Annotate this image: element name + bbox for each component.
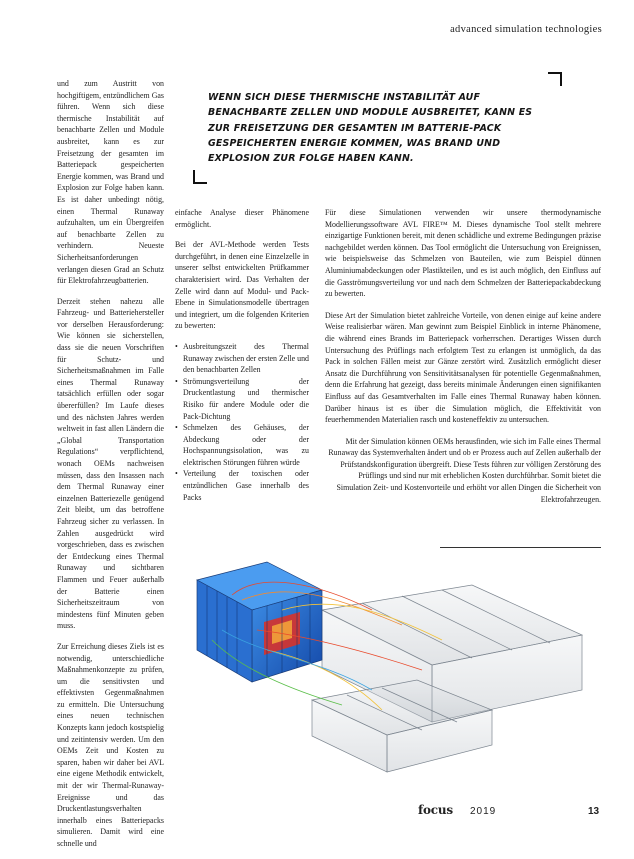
battery-pack-simulation-figure [172,540,602,780]
list-item: • Verteilung der toxischen oder entzündlichen Gase innerhalb des Packs [175,468,309,503]
page-number: 13 [588,806,600,817]
paragraph: Für diese Simulationen verwenden wir unsere thermodynamische Modellierungssoftware AVL FIRE™ M. Dieses dynamische Tool stellt mehrere einzigartige Funktionen bereit, mit denen schädliche und extreme Bedingungen präzise nachgebildet werden können. Das Tool ermöglicht die Untersuchung von Ereignissen, wie beispielsweise das Schmelzen von Bauteilen, wie zum Beispiel dünnen Aluminiumabdeckungen oder Plastikteilen, und es ist auch möglich, den Einfluss auf die Gasströmungsverteilung vor und nach dem Schmelzen der Batteriepackabdeckung zu bewerten. [325,208,601,299]
text-column-2 [175,207,309,509]
paragraph: Derzeit stehen nahezu alle Fahrzeug- und Batteriehersteller vor derselben Herausforderung: Wie können sie sicherstellen, dass sie die neuen Vorschriften für Schutz- und Sicherheitsmaßnahmen im Falle eines Thermal Runaway tatsächlich erfüllen oder sogar übererfüllen? Im Laufe dieses und des nächsten Jahres werden weltweit in fast allen Ländern die „Global Transportation Regulations“ verpflichtend, wonach OEMs nachweisen müssen, dass den Insassen nach dem Thermal Runaway einer einzelnen Batteriezelle genügend Zeit bleibt, um das betroffene Fahrzeug sicher zu verlassen. In Zahlen ausgedrückt wird vorgeschrieben, dass es zwischen der Entdeckung eines Thermal Runaway und sichtbaren Flammen und Feuer außerhalb der Batterie einen Sicherheitszeitraum von mindestens fünf Minuten geben muss. [57,296,164,631]
paragraph: und zum Austritt von hochgiftigem, entzündlichem Gas führen. Wenn sich diese thermische Instabilität auf benachbarte Zellen und Module ausbreitet, kann es zur Freisetzung der gesamten im Batteriepack gespeicherten Energie kommen, was Brand und Explosion zur Folge haben kann. Es ist daher unbedingt nötig, einen Thermal Runaway aufzuhalten, um ein Übergreifen auf benachbarte Zellen zu verhindern. Neueste Sicherheitsanforderungen verlangen diesen Grad an Schutz für Elektrofahrzeugbatterien. [57,79,164,286]
list-item: • Schmelzen des Gehäuses, der Abdeckung oder der Hochspannungsisolation, was zu elektrischen Störungen führen würde [175,422,309,468]
text-column-3 [325,207,601,515]
paragraph: einfache Analyse dieser Phänomene ermöglicht. [175,208,309,229]
text-column-1 [57,78,164,859]
pull-quote: WENN SICH DIESE THERMISCHE INSTABILITÄT AUF BENACHBARTE ZELLEN UND MODULE AUSBREITET, KANN ES ZUR FREISETZUNG DER GESAMTEN IM BATTERIE-PACK GESPEICHERTEN ENERGIE KOMMEN, WAS BRAND UND EXPLOSION ZUR FOLGE HABEN KANN. [208,92,533,165]
paragraph: Bei der AVL-Methode werden Tests durchgeführt, in denen eine Einzelzelle in unserer selbst entwickelten Prüfkammer charakterisiert wird. Das Verhalten der Zelle wird dann auf Modul- und Pack-Ebene in Simulationsmodelle übertragen und integriert, um die folgenden Kriterien zu bewerten: [175,240,309,331]
quote-corner-bottom-left [193,170,207,184]
running-header: advanced simulation technologies [450,24,602,35]
paragraph: Diese Art der Simulation bietet zahlreiche Vorteile, von denen einige auf keine andere Weise realisierbar wären. Man gewinnt zum Beispiel Einblick in interne Phänomene, die während eines Brands im Batteriepack vorherrschen. Derartiges Wissen durch Untersuchung des Prüflings nach erfolgtem Test zu erlangen ist unmöglich, da das Pack in solchen Fällen meist zur Gänze zerstört wird. Zusätzlich ermöglicht dieser Ansatz die Durchführung von Sensitivitätsanalysen für potentielle Gegenmaßnahmen, denn die Erfahrung hat gezeigt, dass bereits minimale Änderungen einen signifikanten Einfluss auf das Gesamtverhalten im Falle eines Thermal Runaway haben können. Darüber hinaus ist es über die Simulation möglich, die Effektivität von feuerhemmenden Materialien rasch und kosteneffektiv zu untersuchen. [325,310,601,425]
paragraph: Mit der Simulation können OEMs herausfinden, wie sich im Falle eines Thermal Runaway das Systemverhalten ändert und ob er Prozess auch auf Zellen außerhalb der Prüfstandskonfiguration übergreift. Diese Tests führen zur völligen Zerstörung des Prüflings und sind nur mit erheblichen Kosten durchführbar. Somit bietet die Simulation Zeit- und Kostenvorteile und erhöht vor allen Dingen die Sicherheit von Elektrofahrzeugen. [328,436,601,504]
list-item: • Ausbreitungszeit des Thermal Runaway zwischen der ersten Zelle und den benachbarten Zellen [175,341,309,376]
housing-modules [312,585,582,772]
magazine-brand: focus [418,803,453,817]
criteria-list [175,341,309,503]
paragraph: Zur Erreichung dieses Ziels ist es notwendig, unterschiedliche Maßnahmenkonzepte zu prüfen, um die sensitivsten und effektivsten Gegenmaßnahmen zu ermitteln. Die Untersuchung eines neuen technischen Konzepts kann jedoch kostspielig und zeitintensiv werden. Um den OEMs Zeit und Kosten zu sparen, haben wir daher bei AVL eine eigene Methodik entwickelt, mit der wir Thermal-Runaway-Ereignisse und das Druckentlastungsverhalten innerhalb eines Batteriepacks simulieren. Damit wird eine schnelle und [57,641,164,848]
quote-corner-top-right [548,72,562,86]
list-item: • Strömungsverteilung der Druckentlastung und thermischer Risiko für andere Module oder die Pack-Dichtung [175,376,309,422]
issue-year: 2019 [470,806,497,817]
cell-module [197,562,322,682]
